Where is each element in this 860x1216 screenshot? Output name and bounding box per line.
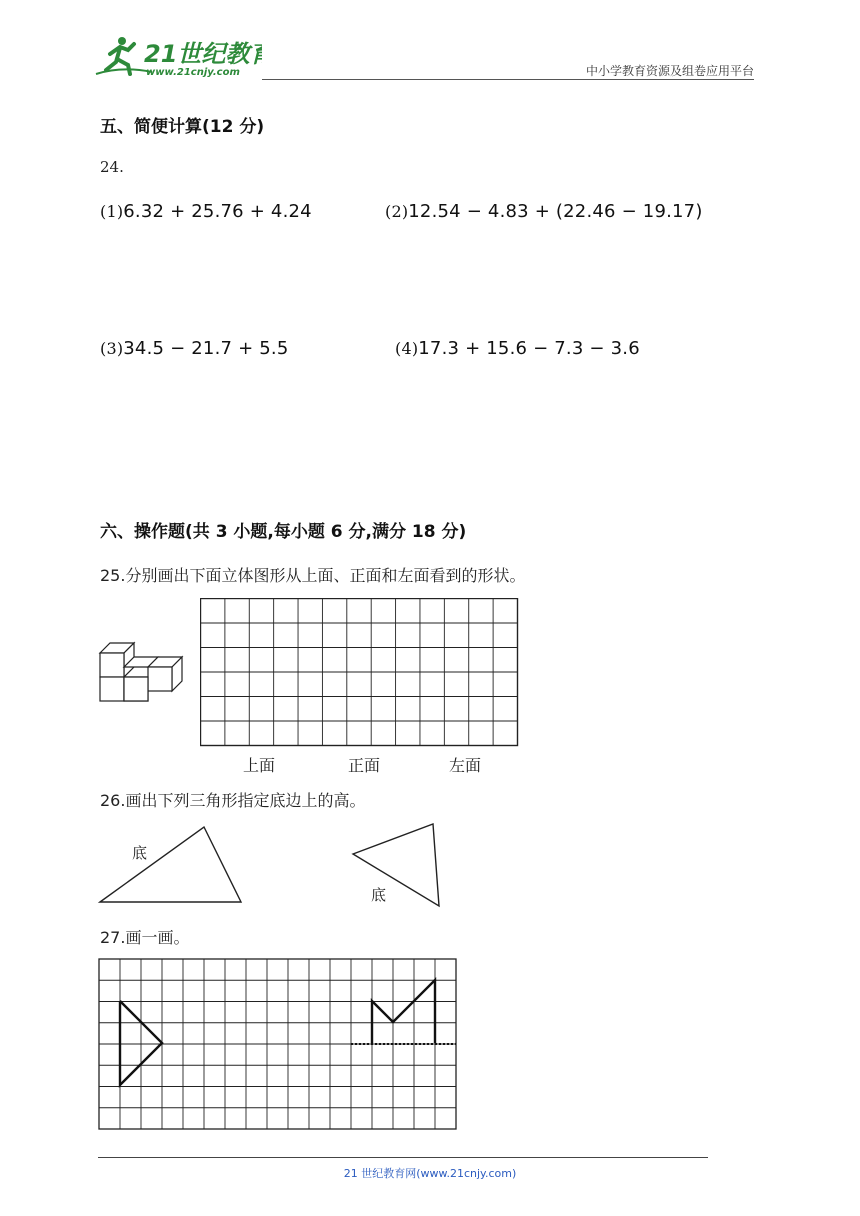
view-label-left: 左面 (449, 756, 482, 775)
triangle-1-base-label: 底 (132, 844, 148, 862)
question-24-number: 24. (100, 158, 124, 176)
m-shape-figure (372, 980, 435, 1043)
triangle-1 (96, 820, 246, 908)
expression-3 (100, 338, 289, 359)
footer-divider (98, 1157, 708, 1158)
question-26-text: 26.画出下列三角形指定底边上的高。 (100, 791, 366, 810)
drawing-grid-q25 (200, 598, 520, 748)
header-divider (262, 79, 754, 80)
view-label-front: 正面 (348, 756, 381, 775)
expression-2-text: 12.54 − 4.83 + (22.46 − 19.17) (408, 201, 703, 222)
expression-1-index: (1) (100, 202, 124, 221)
drawing-grid-q27 (98, 958, 460, 1132)
logo-url: www.21cnjy.com (146, 67, 240, 78)
footer-text: 21 世纪教育网(www.21cnjy.com) (343, 1167, 517, 1180)
triangle-2-base-label: 底 (371, 886, 387, 904)
expression-3-index: (3) (100, 339, 124, 358)
question-25-text: 25.分别画出下面立体图形从上面、正面和左面看到的形状。 (100, 566, 526, 585)
expression-3-text: 34.5 − 21.7 + 5.5 (123, 338, 289, 359)
section6-title: 六、操作题(共 3 小题,每小题 6 分,满分 18 分) (100, 522, 467, 542)
cube-solid-figure (96, 640, 192, 706)
triangle-2 (350, 820, 445, 910)
expression-2 (385, 201, 703, 222)
logo-text: 21世纪教育 (144, 40, 262, 68)
expression-4-text: 17.3 + 15.6 − 7.3 − 3.6 (418, 338, 640, 359)
question-27-text: 27.画一画。 (100, 928, 190, 947)
site-logo (92, 32, 262, 80)
expression-4 (395, 338, 640, 359)
section5-title: 五、简便计算(12 分) (100, 117, 265, 137)
expression-1-text: 6.32 + 25.76 + 4.24 (123, 201, 312, 222)
expression-1 (100, 201, 312, 222)
expression-4-index: (4) (395, 339, 419, 358)
view-label-top: 上面 (243, 756, 276, 775)
header-platform-text: 中小学教育资源及组卷应用平台 (585, 64, 754, 78)
expression-2-index: (2) (385, 202, 409, 221)
